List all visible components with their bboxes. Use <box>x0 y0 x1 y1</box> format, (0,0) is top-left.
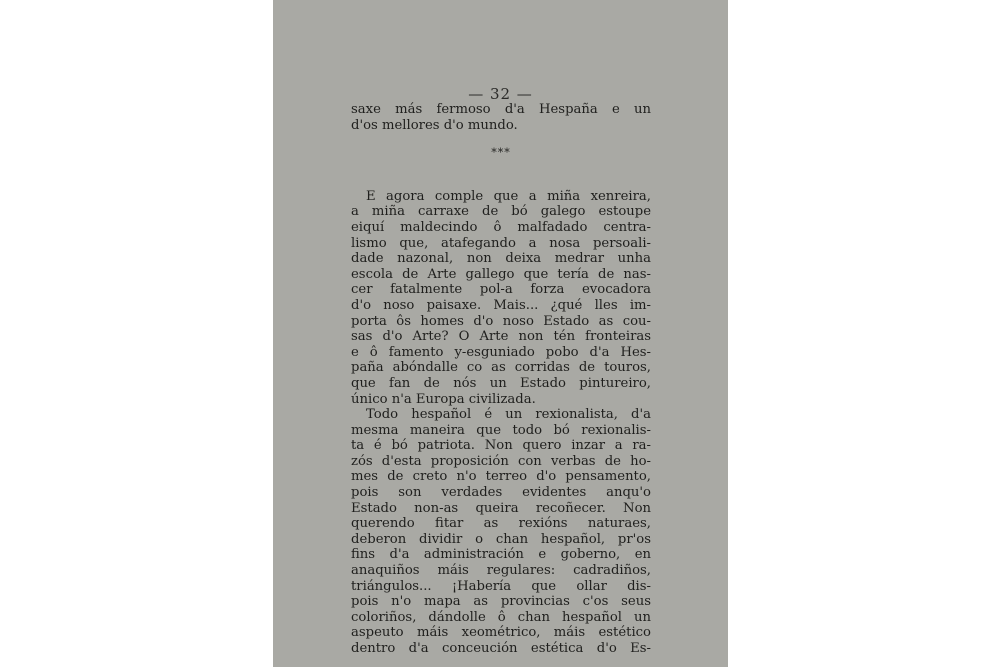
text-line: dade nazonal, non deixa medrar unha <box>351 251 651 267</box>
text-line: mes de creto n'o terreo d'o pensamento, <box>351 469 651 485</box>
text-line: E agora comple que a miña xenreira, <box>366 188 651 204</box>
text-line: pois son verdades evidentes anqu'o <box>351 485 651 501</box>
text-line: ta é bó patriota. Non quero inzar a ra- <box>351 438 651 454</box>
text-line: eiquí maldecindo ô malfadado centra- <box>351 219 651 235</box>
page-text <box>351 102 651 657</box>
text-line: zós d'esta proposición con verbas de ho- <box>351 453 651 469</box>
page-number: — 32 — <box>468 85 533 103</box>
text-line: porta ôs homes d'o noso Estado as cou- <box>351 313 651 329</box>
text-line: d'o noso paisaxe. Mais... ¿qué lles im- <box>351 297 651 313</box>
section-separator: *** <box>491 146 511 160</box>
book-page <box>273 0 728 667</box>
text-line: que fan de nós un Estado pintureiro, <box>351 375 651 391</box>
text-line: mesma maneira que todo bó rexionalis- <box>351 422 651 438</box>
text-line: d'os mellores d'o mundo. <box>351 117 518 133</box>
text-line: a miña carraxe de bó galego estoupe <box>351 204 651 220</box>
text-line: lismo que, atafegando a nosa persoali- <box>351 235 651 251</box>
text-line: deberon dividir o chan hespañol, pr'os <box>351 531 651 547</box>
text-line: coloriños, dándolle ô chan hespañol un <box>351 609 651 625</box>
text-line: saxe más fermoso d'a Hespaña e un <box>351 102 651 117</box>
text-line: único n'a Europa civilizada. <box>351 391 536 407</box>
text-line: Estado non-as queira recoñecer. Non <box>351 500 651 516</box>
text-line: triángulos... ¡Habería que ollar dis- <box>351 578 651 594</box>
text-line: querendo fitar as rexións naturaes, <box>351 516 651 532</box>
text-line: dentro d'a conceución estética d'o Es- <box>351 641 651 656</box>
text-line: e ô famento y-esguniado pobo d'a Hes- <box>351 344 651 360</box>
text-line: fins d'a administración e goberno, en <box>351 547 651 563</box>
text-line: Todo hespañol é un rexionalista, d'a <box>366 407 651 423</box>
text-line: paña abóndalle co as corridas de touros, <box>351 360 651 376</box>
text-line: pois n'o mapa as provincias c'os seus <box>351 594 651 610</box>
text-line: anaquiños máis regulares: cadradiños, <box>351 563 651 579</box>
text-line: escola de Arte gallego que tería de nas- <box>351 266 651 282</box>
text-line: sas d'o Arte? O Arte non tén fronteiras <box>351 329 651 345</box>
text-line: cer fatalmente pol-a forza evocadora <box>351 282 651 298</box>
text-line: aspeuto máis xeométrico, máis estético <box>351 625 651 641</box>
